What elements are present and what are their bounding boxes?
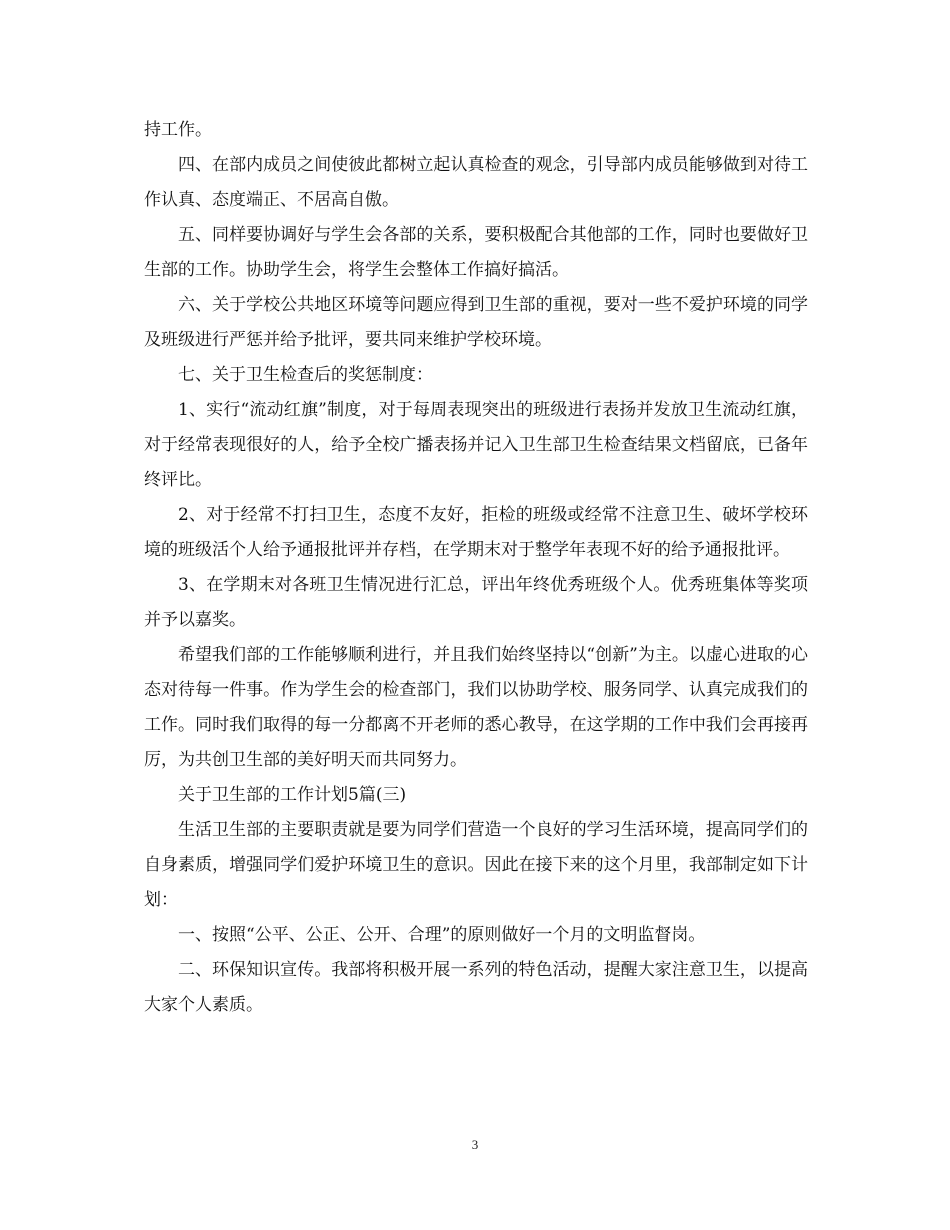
paragraph-item-four: 四、在部内成员之间使彼此都树立起认真检查的观念，引导部内成员能够做到对待工作认真、态度端正、不居高自傲。 xyxy=(144,155,808,210)
paragraph-reward-3: 3、在学期末对各班卫生情况进行汇总，评出年终优秀班级个人。优秀班集体等奖项并予以嘉奖。 xyxy=(144,575,808,630)
paragraph-item-six: 六、关于学校公共地区环境等问题应得到卫生部的重视，要对一些不爱护环境的同学及班级进行严惩并给予批评，要共同来维护学校环境。 xyxy=(144,295,808,350)
document-body xyxy=(144,113,808,1023)
paragraph-intro: 生活卫生部的主要职责就是要为同学们营造一个良好的学习生活环境，提高同学们的自身素质，增强同学们爱护环境卫生的意识。因此在接下来的这个月里，我部制定如下计划： xyxy=(144,820,808,910)
paragraph-plan-two: 二、环保知识宣传。我部将积极开展一系列的特色活动，提醒大家注意卫生，以提高大家个人素质。 xyxy=(144,960,808,1015)
paragraph-item-five: 五、同样要协调好与学生会各部的关系，要积极配合其他部的工作，同时也要做好卫生部的工作。协助学生会，将学生会整体工作搞好搞活。 xyxy=(144,225,808,280)
paragraph-plan-one: 一、按照“公平、公正、公开、合理”的原则做好一个月的文明监督岗。 xyxy=(178,925,706,945)
paragraph-continuation: 持工作。 xyxy=(144,120,212,140)
section-heading: 关于卫生部的工作计划5篇(三) xyxy=(178,785,407,805)
page-number: 3 xyxy=(471,1137,479,1152)
paragraph-reward-2: 2、对于经常不打扫卫生，态度不友好，拒检的班级或经常不注意卫生、破坏学校环境的班级活个人给予通报批评并存档，在学期末对于整学年表现不好的给予通报批评。 xyxy=(144,505,808,560)
paragraph-item-seven: 七、关于卫生检查后的奖惩制度： xyxy=(178,365,433,385)
paragraph-reward-1: 1、实行“流动红旗”制度，对于每周表现突出的班级进行表扬并发放卫生流动红旗，对于经常表现很好的人，给予全校广播表扬并记入卫生部卫生检查结果文档留底，已备年终评比。 xyxy=(144,400,808,490)
paragraph-closing: 希望我们部的工作能够顺利进行，并且我们始终坚持以“创新”为主。以虚心进取的心态对待每一件事。作为学生会的检查部门，我们以协助学校、服务同学、认真完成我们的工作。同时我们取得的每一分都离不开老师的悉心教导，在这学期的工作中我们会再接再厉，为共创卫生部的美好明天而共同努力。 xyxy=(144,645,808,770)
